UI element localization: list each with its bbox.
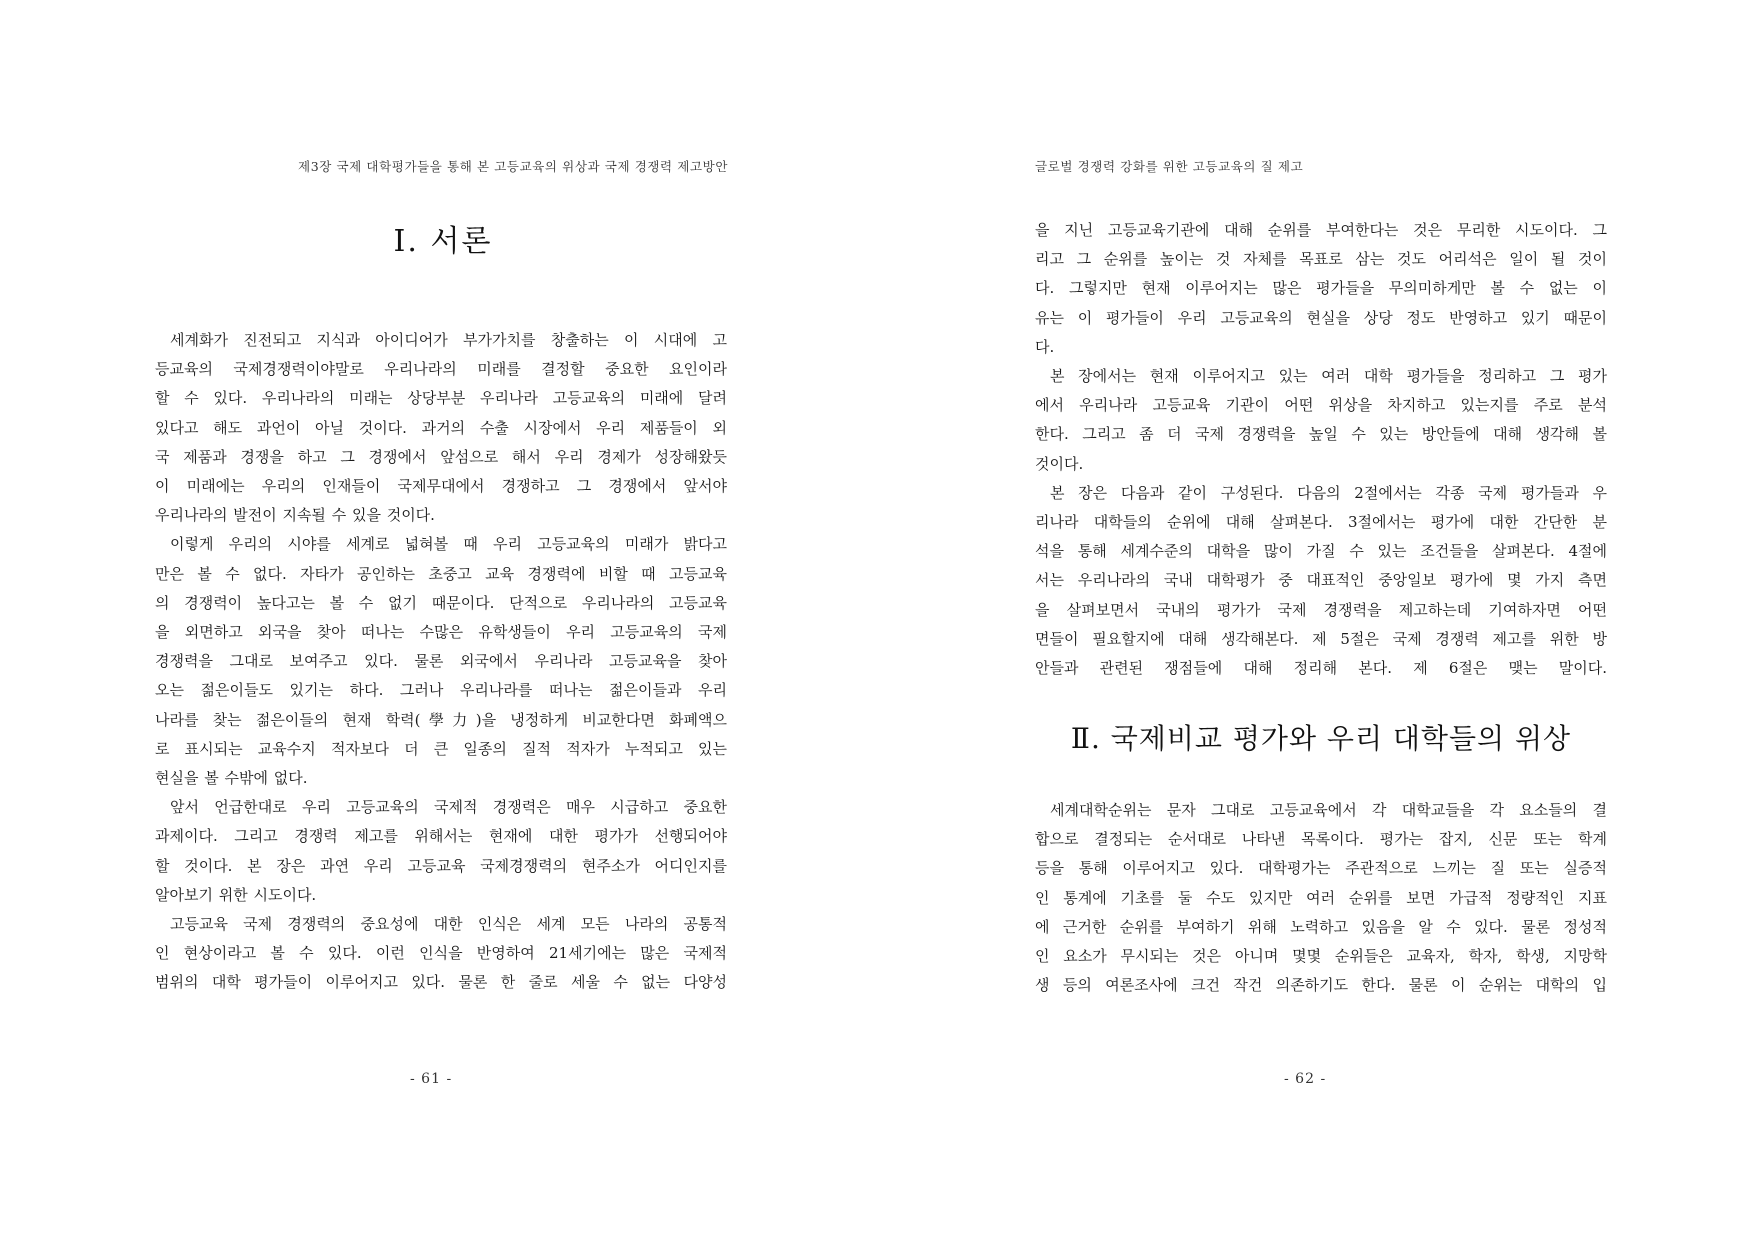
text-line: 에 근거한 순위를 부여하기 위해 노력하고 있음을 알 수 있다. 물론 정성적 — [1035, 917, 1607, 936]
text-line: 알아보기 위한 시도이다. — [155, 885, 317, 904]
text-line: 앞서 언급한대로 우리 고등교육의 국제적 경쟁력은 매우 시급하고 중요한 — [170, 798, 727, 817]
text-line: 세계대학순위는 문자 그대로 고등교육에서 각 대학교들을 각 요소들의 결 — [1050, 801, 1607, 819]
text-line: 우리나라의 발전이 지속될 수 있을 것이다. — [155, 506, 435, 525]
text-line: 있다고 해도 과언이 아닐 것이다. 과거의 수출 시장에서 우리 제품들이 외 — [155, 418, 727, 437]
text-line: 인 요소가 무시되는 것은 아니며 몇몇 순위들은 교육자, 학자, 학생, 지망학 — [1035, 947, 1607, 966]
text-line: 인 통계에 기초를 둘 수도 있지만 여러 순위를 보면 가급적 정량적인 지표 — [1035, 888, 1607, 907]
text-line: 나라를 찾는 젊은이들의 현재 학력(學力)을 냉정하게 비교한다면 화폐액으 — [155, 710, 727, 729]
text-line: 등을 통해 이루어지고 있다. 대학평가는 주관적으로 느끼는 질 또는 실증적 — [1035, 859, 1607, 878]
left-page — [0, 0, 876, 1240]
text-line: 면들이 필요할지에 대해 생각해본다. 제 5절은 국제 경쟁력 제고를 위한 방 — [1035, 629, 1607, 648]
text-line: 고등교육 국제 경쟁력의 중요성에 대한 인식은 세계 모든 나라의 공통적 — [170, 915, 727, 934]
section-title: Ⅱ. 국제비교 평가와 우리 대학들의 위상 — [1070, 722, 1572, 755]
text-line: 로 표시되는 교육수지 적자보다 더 큰 일종의 질적 적자가 누적되고 있는 — [155, 739, 727, 758]
text-line: 합으로 결정되는 순서대로 나타낸 목록이다. 평가는 잡지, 신문 또는 학계 — [1035, 830, 1607, 849]
text-line: 인 현상이라고 볼 수 있다. 이런 인식을 반영하여 21세기에는 많은 국제적 — [155, 944, 727, 963]
body-text — [155, 326, 727, 998]
body-text — [1035, 796, 1607, 1000]
running-header: 제3장 국제 대학평가들을 통해 본 고등교육의 위상과 국제 경쟁력 제고방안 — [298, 159, 728, 174]
text-line: 할 수 있다. 우리나라의 미래는 상당부분 우리나라 고등교육의 미래에 달려 — [155, 389, 727, 408]
text-line: 세계화가 진전되고 지식과 아이디어가 부가가치를 창출하는 이 시대에 고 — [170, 331, 727, 349]
text-line: 한다. 그리고 좀 더 국제 경쟁력을 높일 수 있는 방안들에 대해 생각해 볼 — [1035, 425, 1607, 444]
text-line: 등교육의 국제경쟁력이야말로 우리나라의 미래를 결정할 중요한 요인이라 — [155, 360, 727, 379]
page-number: - 61 - — [410, 1071, 453, 1087]
text-line: 본 장에서는 현재 이루어지고 있는 여러 대학 평가들을 정리하고 그 평가 — [1050, 367, 1607, 386]
text-line: 을 지닌 고등교육기관에 대해 순위를 부여한다는 것은 무리한 시도이다. 그 — [1035, 221, 1607, 239]
text-line: 에서 우리나라 고등교육 기관이 어떤 위상을 차지하고 있는지를 주로 분석 — [1035, 396, 1607, 415]
text-line: 경쟁력을 그대로 보여주고 있다. 물론 외국에서 우리나라 고등교육을 찾아 — [155, 652, 727, 671]
page-number: - 62 - — [1284, 1071, 1327, 1087]
text-line: 이 미래에는 우리의 인재들이 국제무대에서 경쟁하고 그 경쟁에서 앞서야 — [155, 477, 727, 496]
text-line: 만은 볼 수 없다. 자타가 공인하는 초중고 교육 경쟁력에 비할 때 고등교육 — [155, 564, 727, 583]
text-line: 범위의 대학 평가들이 이루어지고 있다. 물론 한 줄로 세울 수 없는 다양성 — [155, 973, 727, 992]
text-line: 본 장은 다음과 같이 구성된다. 다음의 2절에서는 각종 국제 평가들과 우 — [1050, 483, 1607, 502]
right-page — [877, 0, 1753, 1240]
section-title: Ⅰ. 서론 — [393, 224, 493, 259]
text-line: 다. 그렇지만 현재 이루어지는 많은 평가들을 무의미하게만 볼 수 없는 이 — [1035, 279, 1607, 298]
text-line: 것이다. — [1035, 454, 1084, 473]
text-line: 안들과 관련된 쟁점들에 대해 정리해 본다. 제 6절은 맺는 말이다. — [1035, 659, 1607, 678]
body-text — [1035, 216, 1607, 683]
text-line: 리고 그 순위를 높이는 것 자체를 목표로 삼는 것도 어리석은 일이 될 것이 — [1035, 250, 1607, 269]
text-line: 다. — [1035, 337, 1055, 356]
text-line: 과제이다. 그리고 경쟁력 제고를 위해서는 현재에 대한 평가가 선행되어야 — [155, 827, 727, 846]
text-line: 석을 통해 세계수준의 대학을 많이 가질 수 있는 조건들을 살펴본다. 4절에 — [1035, 542, 1607, 561]
text-line: 현실을 볼 수밖에 없다. — [155, 769, 308, 788]
text-line: 이렇게 우리의 시야를 세계로 넓혀볼 때 우리 고등교육의 미래가 밝다고 — [170, 535, 727, 554]
text-line: 서는 우리나라의 국내 대학평가 중 대표적인 중앙일보 평가에 몇 가지 측면 — [1035, 571, 1607, 590]
text-line: 을 살펴보면서 국내의 평가가 국제 경쟁력을 제고하는데 기여하자면 어떤 — [1035, 600, 1607, 619]
text-line: 국 제품과 경쟁을 하고 그 경쟁에서 앞섬으로 해서 우리 경제가 성장해왔듯 — [155, 447, 727, 466]
running-header: 글로벌 경쟁력 강화를 위한 고등교육의 질 제고 — [1035, 159, 1304, 174]
text-line: 을 외면하고 외국을 찾아 떠나는 수많은 유학생들이 우리 고등교육의 국제 — [155, 623, 727, 642]
text-line: 오는 젊은이들도 있기는 하다. 그러나 우리나라를 떠나는 젊은이들과 우리 — [155, 681, 727, 700]
text-line: 생 등의 여론조사에 크건 작건 의존하기도 한다. 물론 이 순위는 대학의 입 — [1035, 976, 1607, 995]
text-line: 의 경쟁력이 높다고는 볼 수 없기 때문이다. 단적으로 우리나라의 고등교육 — [155, 593, 727, 612]
text-line: 할 것이다. 본 장은 과연 우리 고등교육 국제경쟁력의 현주소가 어디인지를 — [155, 856, 727, 875]
text-line: 유는 이 평가들이 우리 고등교육의 현실을 상당 정도 반영하고 있기 때문이 — [1035, 308, 1607, 327]
text-line: 리나라 대학들의 순위에 대해 살펴본다. 3절에서는 평가에 대한 간단한 분 — [1035, 513, 1607, 532]
